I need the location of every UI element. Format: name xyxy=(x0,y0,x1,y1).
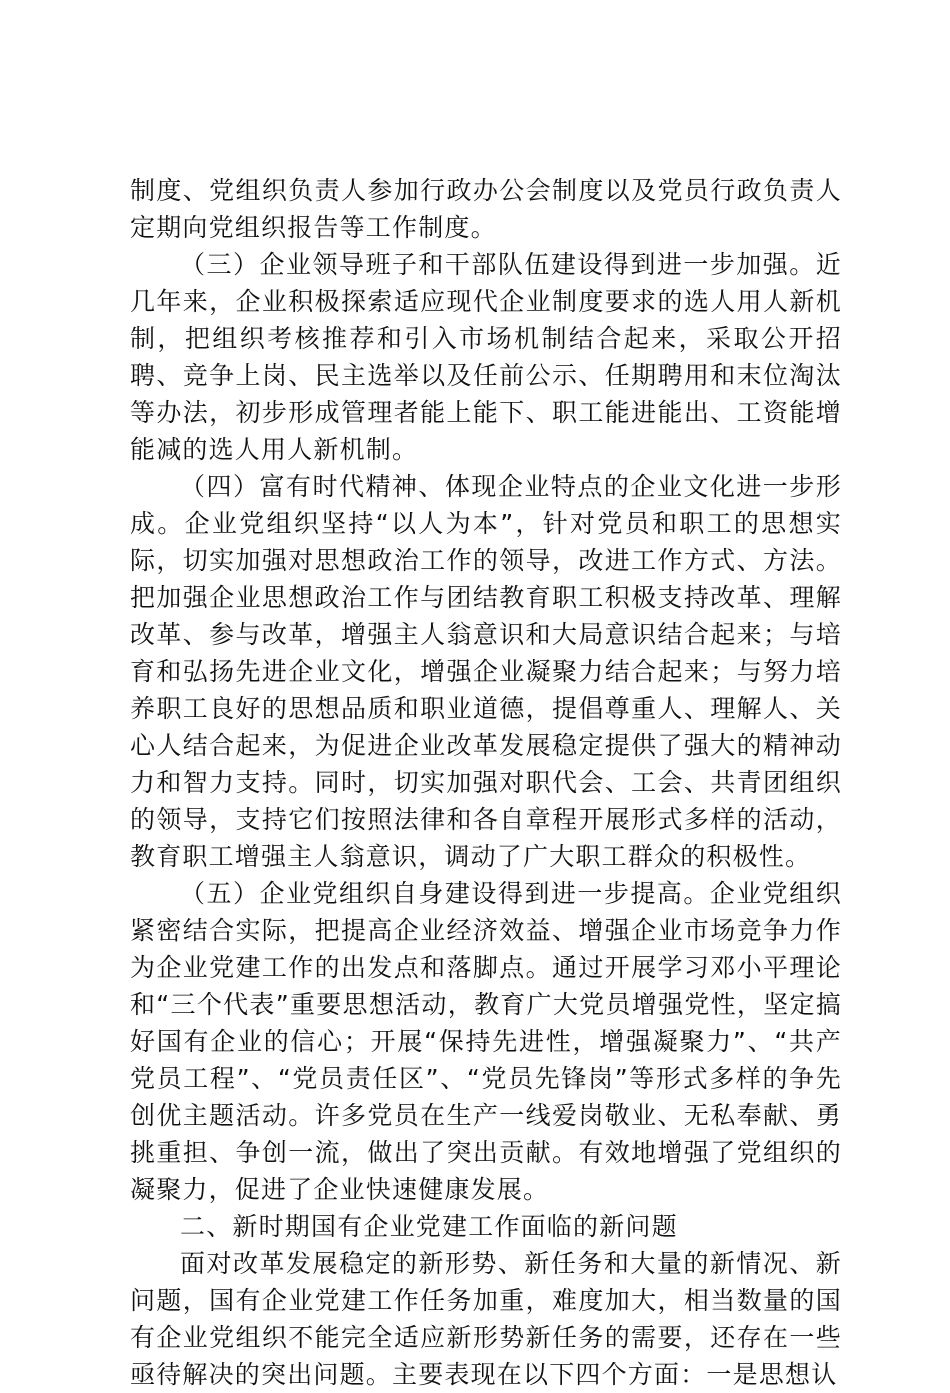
section-heading-2: 二、新时期国有企业党建工作面临的新问题 xyxy=(180,1212,678,1241)
paragraph-new-problems: 面对改革发展稳定的新形势、新任务和大量的新情况、新问题，国有企业党建工作任务加重，难度加大，相当数量的国有企业党组织不能完全适应新形势新任务的需要，还存在一些亟待解决的突出问题。主要表现在以下四个方面：一是思想认 xyxy=(130,1249,842,1389)
paragraph-continuation: 制度、党组织负责人参加行政办公会制度以及党员行政负责人定期向党组织报告等工作制度。 xyxy=(130,176,842,242)
paragraph-section-3: （三）企业领导班子和干部队伍建设得到进一步加强。近几年来，企业积极探索适应现代企业制度要求的选人用人新机制，把组织考核推荐和引入市场机制结合起来，采取公开招聘、竞争上岗、民主选举以及任前公示、任期聘用和末位淘汰等办法，初步形成管理者能上能下、职工能进能出、工资能增能减的选人用人新机制。 xyxy=(130,250,842,464)
body-text xyxy=(130,172,842,1393)
paragraph-section-5: （五）企业党组织自身建设得到进一步提高。企业党组织紧密结合实际，把提高企业经济效益、增强企业市场竞争力作为企业党建工作的出发点和落脚点。通过开展学习邓小平理论和“三个代表”重要思想活动，教育广大党员增强党性，坚定搞好国有企业的信心；开展“保持先进性，增强凝聚力”、“共产党员工程”、“党员责任区”、“党员先锋岗”等形式多样的争先创优主题活动。许多党员在生产一线爱岗敬业、无私奉献、勇挑重担、争创一流，做出了突出贡献。有效地增强了党组织的凝聚力，促进了企业快速健康发展。 xyxy=(130,879,842,1204)
paragraph-section-4: （四）富有时代精神、体现企业特点的企业文化进一步形成。企业党组织坚持“以人为本”，针对党员和职工的思想实际，切实加强对思想政治工作的领导，改进工作方式、方法。把加强企业思想政治工作与团结教育职工积极支持改革、理解改革、参与改革，增强主人翁意识和大局意识结合起来；与培育和弘扬先进企业文化，增强企业凝聚力结合起来；与努力培养职工良好的思想品质和职业道德，提倡尊重人、理解人、关心人结合起来，为促进企业改革发展稳定提供了强大的精神动力和智力支持。同时，切实加强对职代会、工会、共青团组织的领导，支持它们按照法律和各自章程开展形式多样的活动，教育职工增强主人翁意识，调动了广大职工群众的积极性。 xyxy=(130,472,842,871)
